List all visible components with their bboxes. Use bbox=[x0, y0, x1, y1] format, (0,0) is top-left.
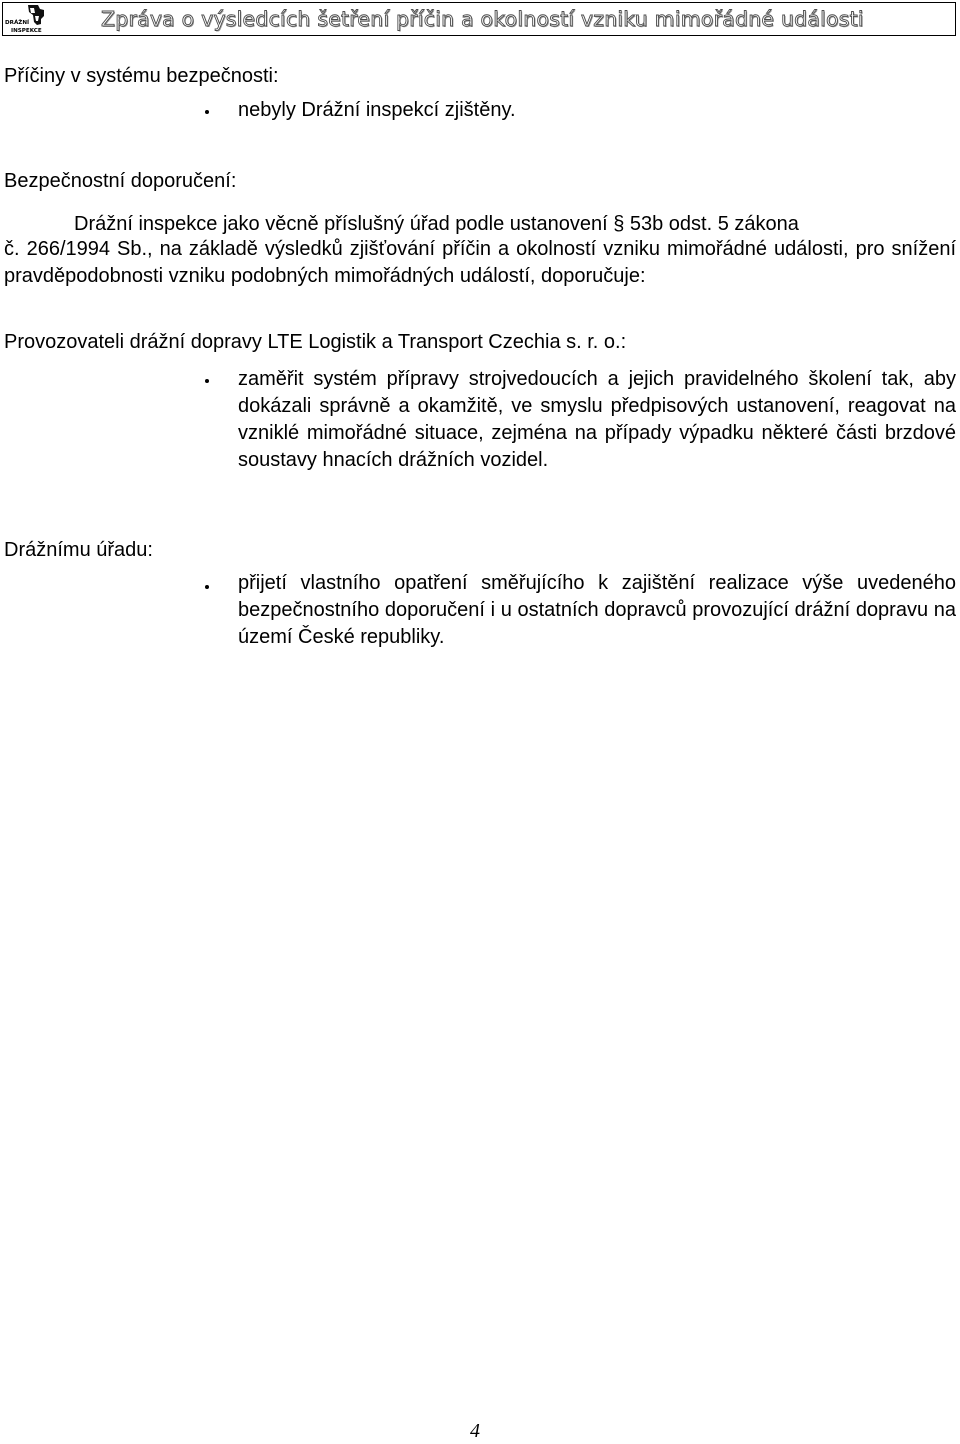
authority-recommendation: přijetí vlastního opatření směřujícího k zajištění realizace výše uvedeného bezpečnostního doporučení i u ostatních dopravců provozující drážní dopravu na území České republiky. bbox=[238, 572, 956, 648]
safety-causes-heading: Příčiny v systému bezpečnosti: bbox=[4, 65, 279, 87]
operator-heading: Provozovateli drážní dopravy LTE Logistik a Transport Czechia s. r. o.: bbox=[4, 331, 627, 353]
page-header bbox=[2, 2, 956, 36]
page-number: 4 bbox=[470, 1420, 480, 1442]
recommendation-body: č. 266/1994 Sb., na základě výsledků zjišťování příčin a okolností vzniku mimořádné události, pro snížení pravděpodobnosti vzniku podobných mimořádných událostí, doporučuje: bbox=[4, 238, 956, 287]
bullet-icon bbox=[205, 379, 209, 383]
operator-recommendation: zaměřit systém přípravy strojvedoucích a jejich pravidelného školení tak, aby dokázali správně a okamžitě, ve smyslu předpisových ustanovení, reagovat na vzniklé mimořádné situace, zejména na případy výpadku některé části brzdové soustavy hnacích drážních vozidel. bbox=[238, 368, 956, 471]
svg-text:DRÁŽNÍ: DRÁŽNÍ bbox=[5, 20, 30, 26]
drazni-inspekce-logo bbox=[4, 4, 48, 34]
recommendation-heading: Bezpečnostní doporučení: bbox=[4, 170, 237, 192]
bullet-icon bbox=[205, 585, 209, 589]
header-title: Zpráva o výsledcích šetření příčin a okolností vzniku mimořádné události bbox=[101, 7, 864, 31]
recommendation-intro-line: Drážní inspekce jako věcně příslušný úřad podle ustanovení § 53b odst. 5 zákona bbox=[74, 213, 799, 235]
authority-heading: Drážnímu úřadu: bbox=[4, 539, 153, 561]
svg-text:INSPEKCE: INSPEKCE bbox=[11, 28, 42, 34]
bullet-icon bbox=[205, 110, 209, 114]
safety-causes-item: nebyly Drážní inspekcí zjištěny. bbox=[238, 99, 516, 121]
